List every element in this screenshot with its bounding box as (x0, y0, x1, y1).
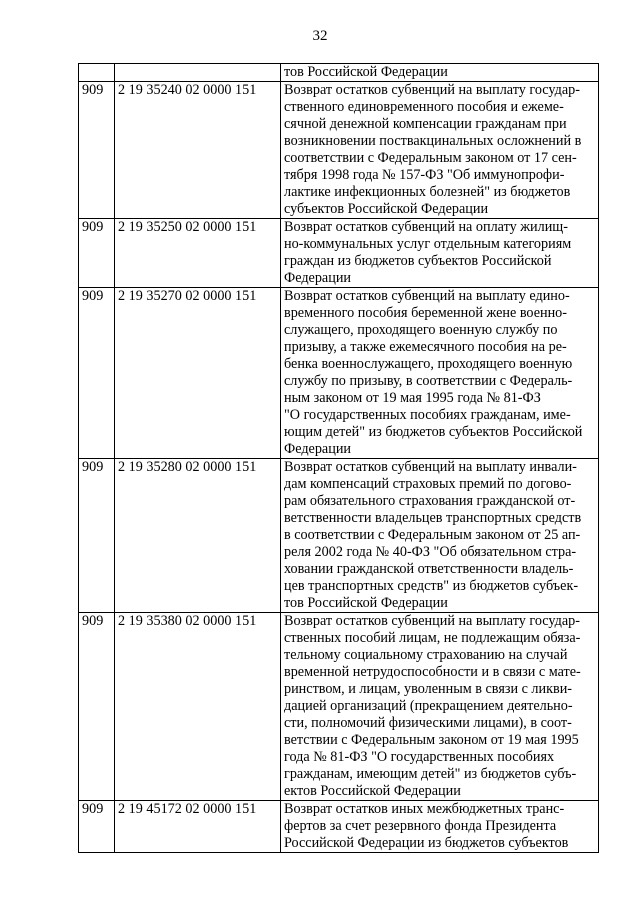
table-row (79, 801, 599, 853)
description-cell: Возврат остатков субвенций на выплату государ- ственного единовременного пособия и ежеме- сячной денежной компенсации гражданам при возникновении поствакцинальных осложнений в соответствии с Федеральным законом от 17 сен- тября 1998 года № 157-ФЗ "Об иммунопрофи- лактике инфекционных болезней" из бюджетов субъектов Российской Федерации (281, 82, 599, 219)
budget-code-cell: 2 19 35280 02 0000 151 (115, 459, 281, 613)
description-cell: Возврат остатков иных межбюджетных транс- фертов за счет резервного фонда Президента Российской Федерации из бюджетов субъектов (281, 801, 599, 853)
budget-code-cell: 2 19 35250 02 0000 151 (115, 219, 281, 288)
table-row (79, 459, 599, 613)
description-cell: Возврат остатков субвенций на выплату государ- ственных пособий лицам, не подлежащим обяза- тельному социальному страхованию на случай временной нетрудоспособности и в связи с мате- ринством, и лицам, уволенным в связи с ликви- дацией организаций (прекращением деятельно- сти, полномочий физическими лицами), в соот- ветствии с Федеральным законом от 19 мая 1995 года № 81-ФЗ "О государственных пособиях гражданам, имеющим детей" из бюджетов субъ- ектов Российской Федерации (281, 613, 599, 801)
budget-codes-table (78, 63, 599, 853)
description-cell: Возврат остатков субвенций на выплату едино- временного пособия беременной жене военно- служащего, проходящего военную службу по призыву, а также ежемесячного пособия на ре- бенка военнослужащего, проходящего военную службу по призыву, в соответствии с Федераль- ным законом от 19 мая 1995 года № 81-ФЗ "О государственных пособиях гражданам, име- ющим детей" из бюджетов субъектов Российской Федерации (281, 288, 599, 459)
budget-code-cell (115, 64, 281, 82)
table-row (79, 613, 599, 801)
admin-code-cell: 909 (79, 459, 115, 613)
budget-code-cell: 2 19 45172 02 0000 151 (115, 801, 281, 853)
budget-code-cell: 2 19 35270 02 0000 151 (115, 288, 281, 459)
admin-code-cell: 909 (79, 82, 115, 219)
table-row (79, 219, 599, 288)
table-row (79, 64, 599, 82)
description-cell: Возврат остатков субвенций на оплату жилищ- но-коммунальных услуг отдельным категориям граждан из бюджетов субъектов Российской Федерации (281, 219, 599, 288)
admin-code-cell: 909 (79, 288, 115, 459)
admin-code-cell (79, 64, 115, 82)
description-cell: тов Российской Федерации (281, 64, 599, 82)
page-number: 32 (312, 28, 328, 44)
budget-code-cell: 2 19 35240 02 0000 151 (115, 82, 281, 219)
description-cell: Возврат остатков субвенций на выплату инвали- дам компенсаций страховых премий по догово- рам обязательного страхования гражданской от- ветственности владельцев транспортных средств в соответствии с Федеральным законом от 25 ап- реля 2002 года № 40-ФЗ "Об обязательном стра- ховании гражданской ответственности владель- цев транспортных средств" из бюджетов субъек- тов Российской Федерации (281, 459, 599, 613)
budget-code-cell: 2 19 35380 02 0000 151 (115, 613, 281, 801)
table-row (79, 82, 599, 219)
admin-code-cell: 909 (79, 801, 115, 853)
admin-code-cell: 909 (79, 219, 115, 288)
table-row (79, 288, 599, 459)
admin-code-cell: 909 (79, 613, 115, 801)
